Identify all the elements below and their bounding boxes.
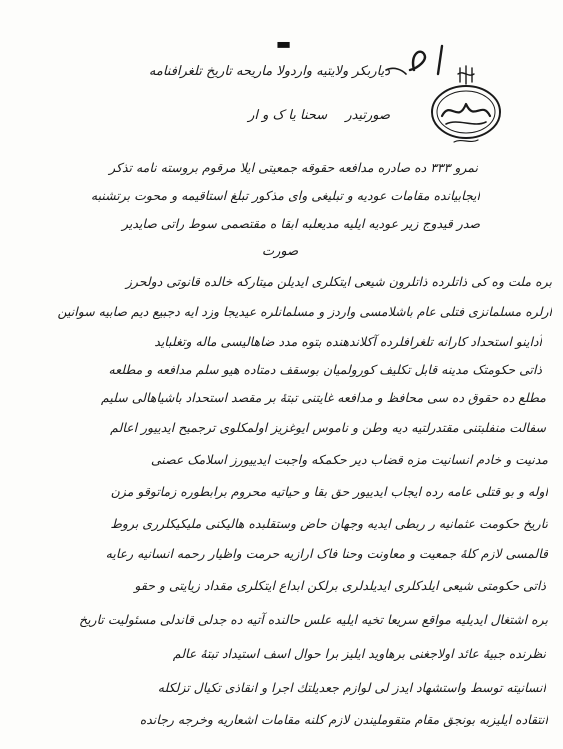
body-line-5: مطلع ده حقوق ده سی محافظ و مدافعه غایتنی تبتهٔ بر مقصد استحداد باشیاهالی سلیم: [101, 390, 546, 405]
body-line-14: انسانیته توسط واستشهاد ایدز لی لوازم جعدیلتك اجرا و انقاذی تکیال تزلکله: [157, 680, 546, 695]
body-line-7: مدنیت و خادم انسانیت مزه قضاب دیر حکمکه واجبت ایدییورز اسلامک عصنی: [150, 452, 548, 467]
body-line-4: ذاتی حکومتک مدینه قابل تکلیف کورولمیان بوسقف دمتاده هیو سلم مدافعه و مطلعه: [108, 362, 542, 377]
intro-line-3: صدر قیدوج زیر عودیه ایلیه مدیعلبه ابقا ه مقتصمی سوط راتی صایدیر: [122, 216, 480, 231]
body-line-6: سفالت منفلبتنی مقتدرلتیه دیه وطن و ناموس ایوغزیز اولمکلوی ترجمیح ایدییور اعالم: [110, 420, 546, 435]
body-line-13: نظرنده جبیهٔ عائد اولاجغنی برهاوید ایلیز برا حوال اسف استیداد تبتهٔ عالم: [172, 646, 546, 661]
body-line-2: ارلره مسلمانزی فتلی عام باشلامسی واردز و مسلمانلره عیدیجا وزد ایه دجبیع دیم صابیه سوانین: [57, 304, 552, 319]
official-seal: [428, 60, 504, 150]
body-line-10: قالمسی لازم کلهٔ جمعیت و معاونت وحنا فاک ارازیه حرمت واظیار رحمه انسانیه رعایه: [105, 546, 548, 561]
body-line-9: تاریخ حکومت عثمانیه ر ربطی ایدیه وجهان حاض وستقلبده هالیکنی ملیکیکلرری بروط: [110, 516, 548, 531]
section-heading: صورت: [261, 244, 299, 259]
body-line-11: ذاتی حکومتی شیعی ایلدکلری ایدیلدلری برلکن ابداع ایتکلری مقداد زیایتی و حقو: [134, 578, 546, 593]
body-line-15: انتقاده ایلیزبه بونجق مقام متقوملیندن لازم کلنه مقامات اشعاریه وخرجه رجانده: [139, 712, 548, 727]
header-line-2: صورتیدر سحنا یا ک و ار: [248, 108, 390, 123]
body-line-8: اوله و بو قتلی عامه رده ایجاب ایدییور حق بقا و حیاتیه محروم برابطوره زماتوقو مزن: [110, 484, 548, 499]
intro-line-1: نمرو ٣٣٣ ده صادره مدافعه حقوقه جمعیتی ایلا مرقوم بروسته نامه تذکر: [109, 160, 478, 175]
body-line-3: آداینو استحداد کارانه تلغرافلرده آکلاندهنده بتوه مدد ضاهالیسی ماله وتغلباید: [154, 334, 542, 349]
top-dash-mark: ▬: [276, 34, 292, 53]
intro-line-2: ایجابیانده مقامات عودیه و تبلیغی وای مذکور تبلغ استاقیمه و محوت برتشنبه: [90, 188, 480, 203]
header-line-1: دیاربکر ولایتیه واردولا ماریحه تاریخ تلغرافنامه: [148, 64, 390, 79]
body-line-12: بره اشتغال ایدیلیه مواقع سریعا تخیه ایلیه علس حالنده آتیه ده جدلی قاندلی مسئولیت تاریخ: [79, 612, 548, 627]
body-line-1: بره ملت وه کی ذاتلرده ذاتلرون شیعی ایتکلری ایدیلن میتارکه خالده قانوتی دولحرز: [125, 274, 552, 289]
